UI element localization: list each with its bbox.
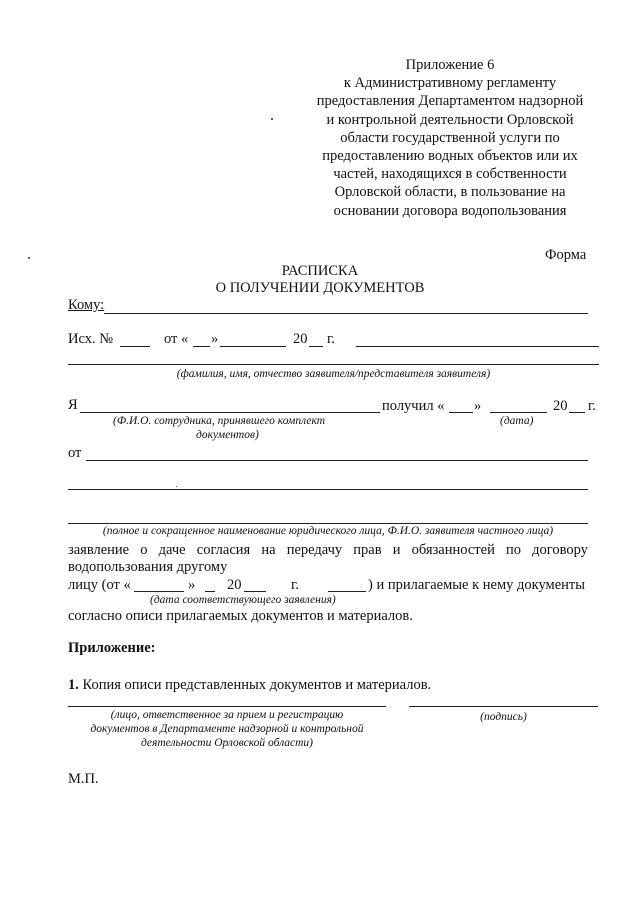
outgoing-extra-field[interactable] bbox=[356, 346, 599, 347]
statement-word: на bbox=[261, 542, 276, 558]
received-year-suffix: г. bbox=[588, 398, 596, 414]
scan-speck bbox=[28, 257, 30, 259]
statement-word: договору bbox=[532, 542, 588, 558]
header-line: к Административному регламенту bbox=[343, 75, 557, 92]
responsible-caption-3: деятельности Орловской области) bbox=[140, 737, 314, 749]
header-line: предоставления Департаментом надзорной bbox=[316, 93, 584, 110]
scan-speck bbox=[176, 486, 177, 487]
outgoing-month-field[interactable] bbox=[220, 346, 286, 347]
statement-word: передачу bbox=[286, 542, 343, 558]
responsible-person-field[interactable] bbox=[68, 706, 386, 707]
employee-caption-cont: документов) bbox=[196, 429, 259, 441]
statement-word: заявление bbox=[68, 542, 130, 558]
from-field-line-2[interactable] bbox=[68, 489, 588, 490]
stamp-label: М.П. bbox=[68, 771, 99, 787]
applicant-name-field[interactable] bbox=[68, 364, 599, 365]
statement-year-suffix: г. bbox=[291, 577, 299, 593]
header-line: области государственной услуги по bbox=[340, 129, 560, 146]
to-field-line[interactable] bbox=[104, 313, 588, 314]
appendix-item-number: 1. bbox=[68, 677, 79, 693]
scan-speck bbox=[271, 118, 273, 120]
responsible-caption-1: (лицо, ответственное за прием и регистрацию bbox=[110, 709, 344, 721]
statement-line-2: водопользования другому bbox=[68, 559, 228, 575]
receiver-label: Я bbox=[68, 397, 78, 413]
header-line: частей, находящихся в собственности bbox=[333, 166, 567, 183]
statement-word: о bbox=[140, 542, 148, 558]
statement-line-3-end: ) и прилагаемые к нему документы bbox=[368, 577, 585, 593]
received-date-caption: (дата) bbox=[500, 415, 534, 427]
received-year-field[interactable] bbox=[569, 412, 585, 413]
outgoing-number-label: Исх. № bbox=[68, 331, 114, 347]
statement-word: согласия bbox=[196, 542, 251, 558]
from-field-line-1[interactable] bbox=[86, 460, 588, 461]
appendix-item-text: Копия описи представленных документов и материалов. bbox=[82, 677, 432, 693]
from-label: от bbox=[68, 445, 82, 461]
statement-date-caption: (дата соответствующего заявления) bbox=[150, 594, 336, 606]
applicant-caption: (фамилия, имя, отчество заявителя/представителя заявителя) bbox=[176, 368, 491, 380]
received-month-field[interactable] bbox=[490, 412, 547, 413]
statement-day-field[interactable] bbox=[134, 591, 184, 592]
signature-caption: (подпись) bbox=[480, 711, 527, 723]
statement-line-1 bbox=[68, 541, 588, 559]
form-label: Форма bbox=[545, 247, 587, 263]
responsible-caption-2: документов в Департаменте надзорной и контрольной bbox=[90, 723, 364, 735]
received-label: получил « bbox=[382, 398, 445, 414]
received-day-field[interactable] bbox=[449, 412, 473, 413]
statement-word: даче bbox=[158, 542, 186, 558]
document-title: РАСПИСКА bbox=[281, 263, 359, 279]
header-line: основании договора водопользования bbox=[333, 202, 567, 219]
statement-word: по bbox=[505, 542, 521, 558]
statement-word: и bbox=[392, 542, 401, 558]
document-subtitle: О ПОЛУЧЕНИИ ДОКУМЕНТОВ bbox=[215, 280, 425, 296]
statement-year-prefix: 20 bbox=[227, 577, 242, 593]
statement-word: обязанностей bbox=[411, 542, 495, 558]
outgoing-date-close: » bbox=[211, 331, 219, 347]
statement-number-field[interactable] bbox=[328, 591, 366, 592]
statement-date-close: » bbox=[188, 577, 196, 593]
organization-caption: (полное и сокращенное наименование юридического лица, Ф.И.О. заявителя частного лица) bbox=[102, 525, 554, 537]
header-line: предоставлению водных объектов или их bbox=[322, 148, 578, 165]
received-year-prefix: 20 bbox=[553, 398, 568, 414]
signature-field[interactable] bbox=[409, 706, 598, 707]
employee-name-field[interactable] bbox=[80, 412, 380, 413]
statement-line-4: согласно описи прилагаемых документов и материалов. bbox=[68, 608, 413, 624]
statement-date-open: лицу (от « bbox=[68, 577, 131, 593]
statement-year-field[interactable] bbox=[244, 591, 266, 592]
appendix-item bbox=[68, 676, 431, 694]
outgoing-year-field[interactable] bbox=[309, 346, 323, 347]
header-line: Приложение 6 bbox=[405, 57, 495, 73]
employee-caption: (Ф.И.О. сотрудника, принявшего комплект bbox=[113, 415, 326, 427]
appendix-title: Приложение: bbox=[68, 640, 156, 656]
appendix-header bbox=[300, 56, 600, 220]
to-label: Кому: bbox=[68, 297, 105, 313]
outgoing-day-field[interactable] bbox=[193, 346, 210, 347]
header-line: и контрольной деятельности Орловской bbox=[326, 111, 574, 128]
statement-word: прав bbox=[353, 542, 382, 558]
outgoing-year-prefix: 20 bbox=[293, 331, 308, 347]
outgoing-year-suffix: г. bbox=[327, 331, 335, 347]
header-line: Орловской области, в пользование на bbox=[334, 184, 566, 201]
outgoing-number-field[interactable] bbox=[120, 346, 150, 347]
received-date-close: » bbox=[474, 398, 482, 414]
outgoing-date-open: от « bbox=[164, 331, 189, 347]
statement-month-field[interactable] bbox=[205, 591, 215, 592]
